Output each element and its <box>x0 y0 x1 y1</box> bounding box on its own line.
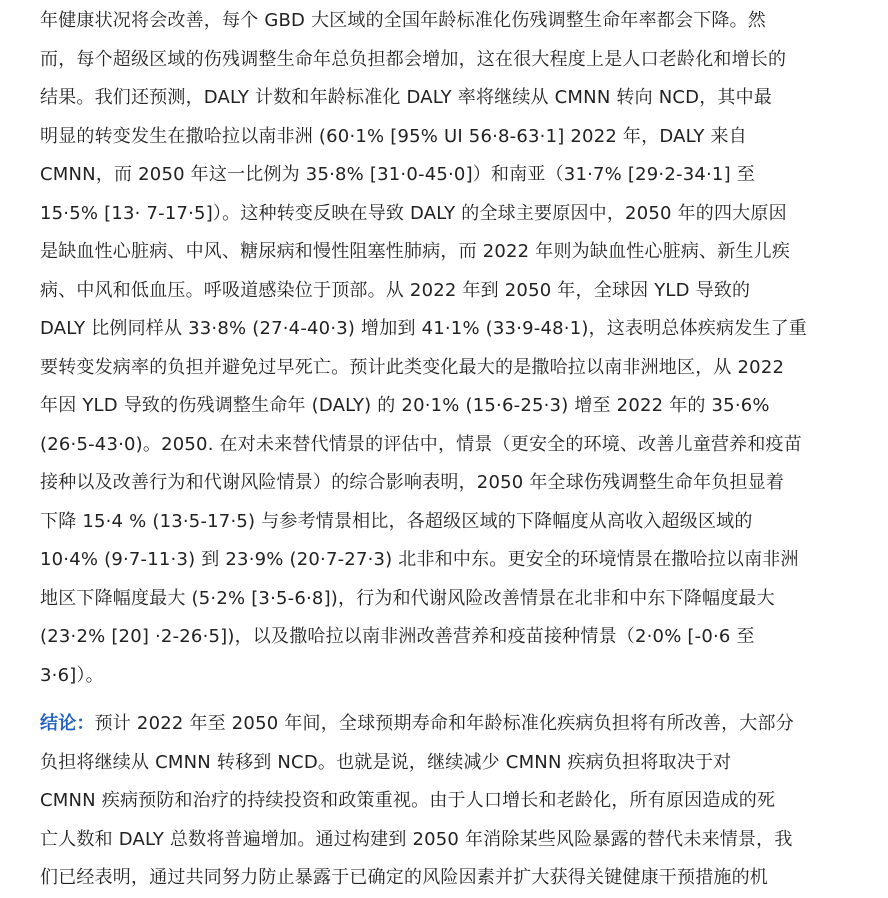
text-line: 10·4% (9·7-11·3) 到 23·9% (20·7-27·3) 北非和中东。更安全的环境情景在撒哈拉以南非洲 <box>40 549 799 570</box>
text-line: 是缺血性心脏病、中风、糖尿病和慢性阻塞性肺病，而 2022 年则为缺血性心脏病、新生儿疾 <box>40 241 791 262</box>
text-line: 下降 15·4 % (13·5-17·5) 与参考情景相比，各超级区域的下降幅度从高收入超级区域的 <box>40 510 753 532</box>
text-line: 们已经表明，通过共同努力防止暴露于已确定的风险因素并扩大获得关键健康干预措施的机 <box>40 867 768 888</box>
text-line: 结果。我们还预测，DALY 计数和年龄标准化 DALY 率将继续从 CMNN 转向 NCD，其中最 <box>40 87 773 108</box>
text-line: (23·2% [20] ·2-26·5])，以及撒哈拉以南非洲改善营养和疫苗接种情景（2·0% [-0·6 至 <box>40 626 755 647</box>
text-line: 明显的转变发生在撒哈拉以南非洲 (60·1% [95% UI 56·8-63·1] 2022 年，DALY 来自 <box>40 125 747 147</box>
paragraph-gap <box>40 695 848 705</box>
text-line: CMNN，而 2050 年这一比例为 35·8% [31·0-45·0]）和南亚（31·7% [29·2-34·1] 至 <box>40 164 755 185</box>
text-line: 年健康状况将会改善，每个 GBD 大区域的全国年龄标准化伤残调整生命年率都会下降。然 <box>40 10 766 31</box>
text-line: 3·6]）。 <box>40 664 104 686</box>
document-body <box>40 0 848 898</box>
conclusion-first-text: 预计 2022 年至 2050 年间，全球预期寿命和年龄标准化疾病负担将有所改善，大部分 <box>94 713 794 734</box>
text-line: 而，每个超级区域的伤残调整生命年总负担都会增加，这在很大程度上是人口老龄化和增长的 <box>40 48 787 70</box>
conclusion-paragraph <box>40 705 848 898</box>
results-paragraph <box>40 2 848 695</box>
text-line: 年因 YLD 导致的伤残调整生命年 (DALY) 的 20·1% (15·6-25·3) 增至 2022 年的 35·6% <box>40 395 770 416</box>
text-line: 亡人数和 DALY 总数将普遍增加。通过构建到 2050 年消除某些风险暴露的替代未来情景，我 <box>40 828 793 850</box>
text-line: DALY 比例同样从 33·8% (27·4-40·3) 增加到 41·1% (33·9-48·1)，这表明总体疾病发生了重 <box>40 318 807 339</box>
text-line: 地区下降幅度最大 (5·2% [3·5-6·8])，行为和代谢风险改善情景在北非和中东下降幅度最大 <box>40 587 775 609</box>
text-line: 15·5% [13· 7-17·5]）。这种转变反映在导致 DALY 的全球主要原因中，2050 年的四大原因 <box>40 202 787 224</box>
text-line: (26·5-43·0)。2050. 在对未来替代情景的评估中，情景（更安全的环境、改善儿童营养和疫苗 <box>40 433 802 455</box>
text-line: 接种以及改善行为和代谢风险情景）的综合影响表明，2050 年全球伤残调整生命年负担显着 <box>40 472 785 493</box>
text-line: 病、中风和低血压。呼吸道感染位于顶部。从 2022 年到 2050 年，全球因 YLD 导致的 <box>40 279 751 301</box>
text-line: 要转变发病率的负担并避免过早死亡。预计此类变化最大的是撒哈拉以南非洲地区，从 2022 <box>40 356 785 378</box>
conclusion-label: 结论： <box>40 713 95 734</box>
conclusion-first-line <box>40 705 848 744</box>
text-line: 负担将继续从 CMNN 转移到 NCD。也就是说，继续减少 CMNN 疾病负担将取决于对 <box>40 751 732 773</box>
text-line: CMNN 疾病预防和治疗的持续投资和政策重视。由于人口增长和老龄化，所有原因造成的死 <box>40 790 776 811</box>
